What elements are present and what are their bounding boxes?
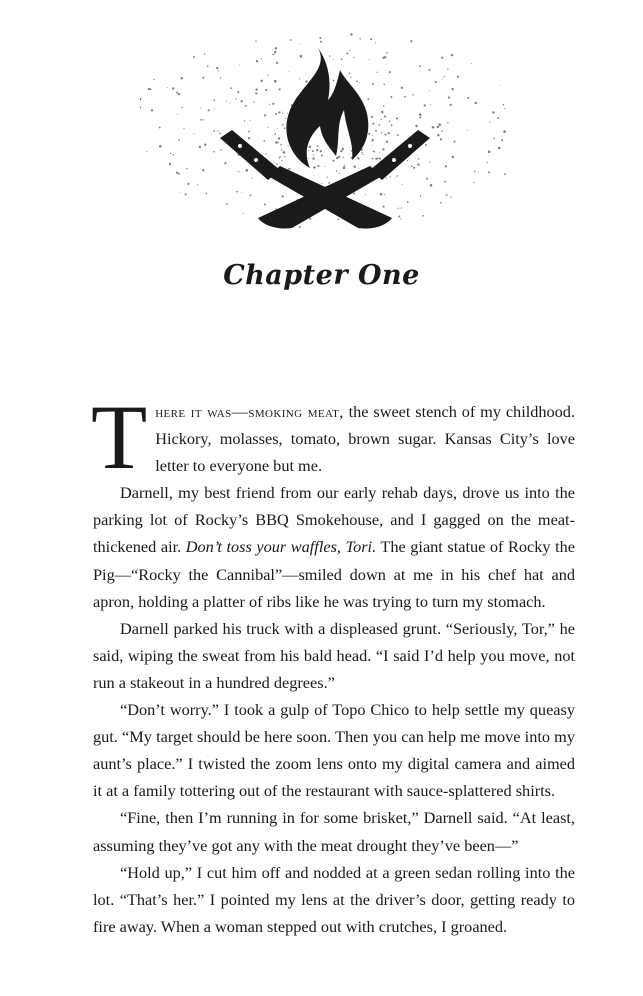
paragraph-6: “Hold up,” I cut him off and nodded at a green sedan rolling into the lot. “That’s her.” I pointed my lens at the driver’s door, getting ready to fire away. When a woman stepped out with crutches, I groaned. (93, 862, 575, 936)
paragraph-2-after: The giant statue of Rocky the Pig—“Rocky the Cannibal”—smiled down at me in his chef hat and apron, holding a platter of ribs like he was trying to turn my stomach. (93, 537, 575, 611)
paragraph-1-text: the sweet stench of my childhood. Hickory, molasses, tomato, brown sugar. Kansas City’s love letter to everyone but me. (155, 402, 576, 476)
drop-cap: T (91, 386, 148, 488)
paragraph-5: “Fine, then I’m running in for some brisket,” Darnell said. “At least, assuming they’ve got any with the meat drought they’ve been—” (93, 808, 575, 855)
flame-crossed-knives-icon (140, 30, 510, 240)
paragraph-2 (93, 479, 575, 614)
paragraph-1 (91, 386, 576, 488)
chapter-body (91, 386, 576, 940)
opening-smallcaps: here it was—smoking meat, (155, 402, 344, 421)
paragraph-2-italic: Don’t toss your waffles, Tori. (185, 537, 377, 557)
paragraph-2-before: Darnell, my best friend from our early rehab days, drove us into the parking lot of Rocky’s BBQ Smokehouse, and I gagged on the meat-thickened air. (93, 483, 575, 557)
paragraph-4: “Don’t worry.” I took a gulp of Topo Chico to help settle my queasy gut. “My target should be here soon. Then you can help me move into my aunt’s place.” I twisted the zoom lens onto my digital camera and aimed it at a family tottering out of the restaurant with sauce-splattered shirts. (93, 700, 575, 801)
paragraph-3: Darnell parked his truck with a displeased grunt. “Seriously, Tor,” he said, wiping the sweat from his bald head. “I said I’d help you move, not run a stakeout in a hundred degrees.” (93, 618, 575, 692)
chapter-title: Chapter One (223, 260, 420, 291)
